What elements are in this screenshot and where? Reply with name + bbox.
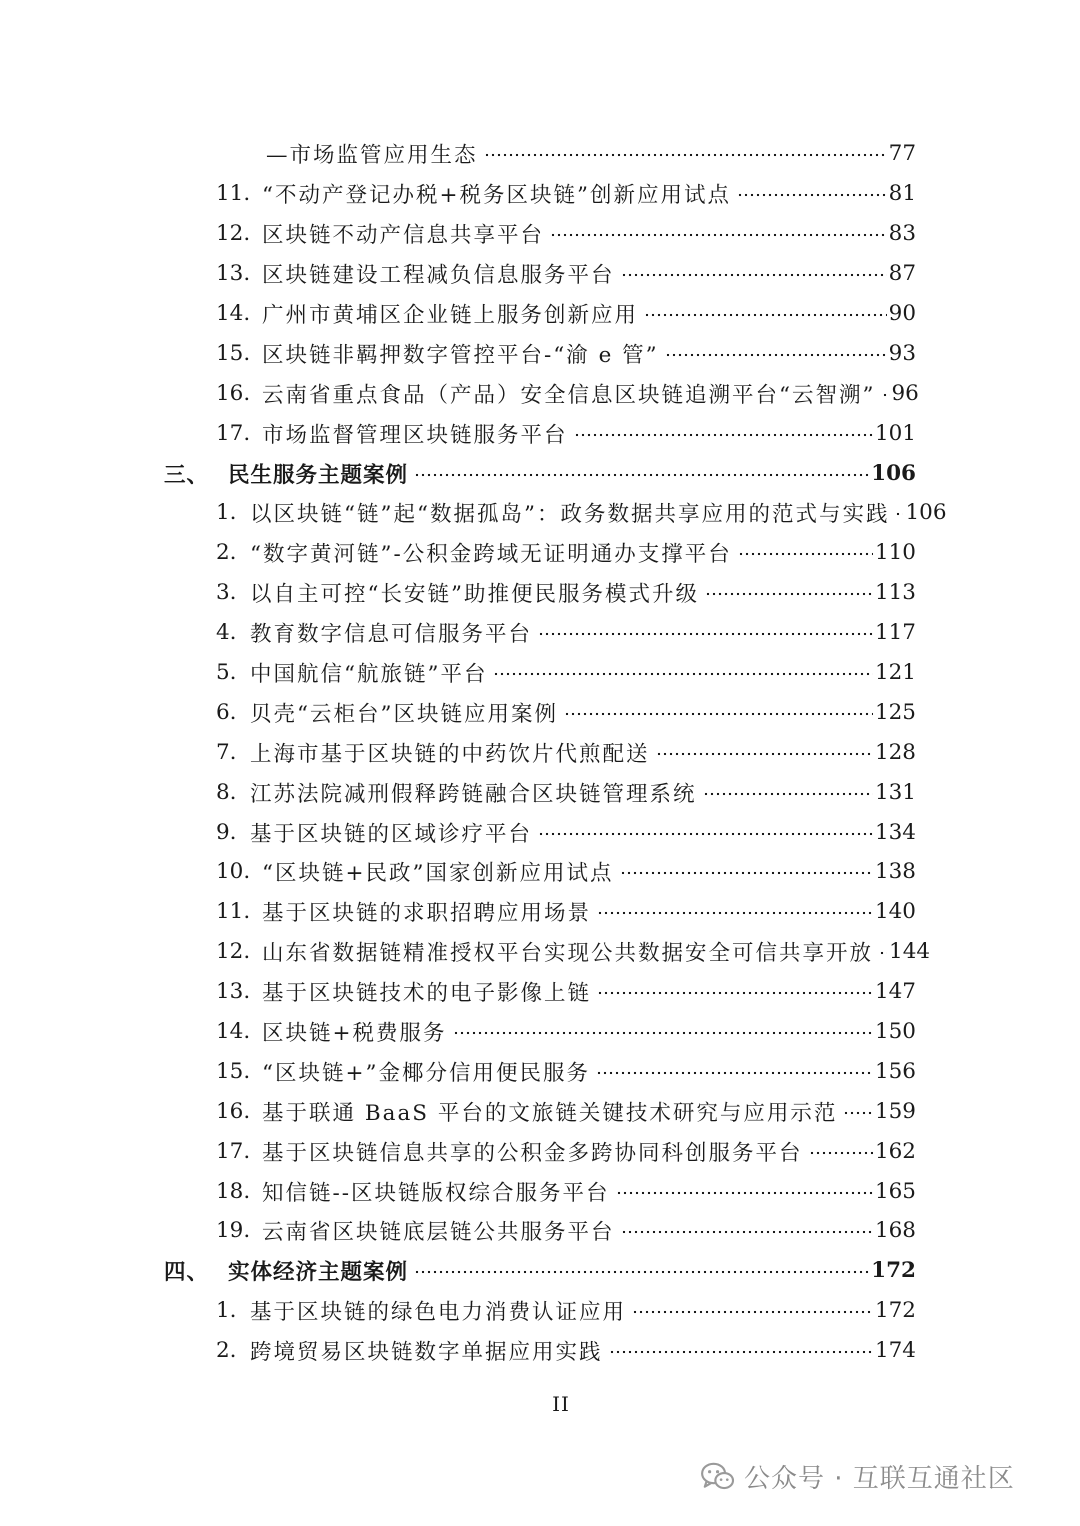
toc-entry-row[interactable] [0, 134, 1080, 174]
toc-entry-page: 150 [874, 1019, 916, 1045]
toc-entry-row[interactable] [0, 932, 1080, 972]
toc-entry-title: 云南省区块链底层链公共服务平台 [262, 1220, 615, 1246]
toc-entry-number: 10. [216, 859, 251, 885]
toc-entry-page: 81 [888, 181, 916, 207]
toc-entry-row[interactable] [0, 1331, 1080, 1371]
toc-entry-row[interactable] [0, 214, 1080, 254]
toc-entry-title: —市场监管应用生态 [266, 143, 478, 169]
toc-entry-number: 8. [216, 779, 237, 805]
toc-entry-title: 实体经济主题案例 [228, 1260, 409, 1286]
toc-entry-title: 区块链建设工程减负信息服务平台 [262, 263, 615, 289]
toc-entry-title: 区块链非羁押数字管控平台-“渝 e 管” [262, 342, 659, 368]
toc-entry-number: 12. [216, 939, 251, 965]
toc-entry-number: 13. [216, 261, 251, 287]
toc-entry-row[interactable] [0, 174, 1080, 214]
toc-entry-number: 四、 [164, 1260, 210, 1286]
toc-entry-page: 113 [874, 580, 916, 606]
toc-entry-row[interactable] [0, 533, 1080, 573]
toc-entry-title: 以区块链“链”起“数据孤岛”：政务数据共享应用的范式与实践 [250, 502, 890, 528]
toc-entry-row[interactable] [0, 333, 1080, 373]
dot-leader [616, 1191, 873, 1195]
dot-leader [609, 1350, 873, 1354]
toc-entry-row[interactable] [0, 772, 1080, 812]
toc-entry-page: 174 [874, 1338, 916, 1364]
dot-leader [550, 233, 887, 237]
dot-leader [656, 752, 873, 756]
toc-entry-number: 16. [216, 1098, 251, 1124]
toc-entry-title: 基于联通 BaaS 平台的文旅链关键技术研究与应用示范 [262, 1100, 838, 1126]
dot-leader [620, 871, 873, 875]
toc-entry-page: 156 [874, 1058, 916, 1084]
toc-entry-page: 106 [871, 460, 916, 486]
table-of-contents [0, 134, 1080, 1371]
toc-entry-title: 基于区块链的绿色电力消费认证应用 [250, 1300, 627, 1326]
toc-entry-page: 162 [874, 1138, 916, 1164]
toc-entry-row[interactable] [0, 493, 1080, 533]
toc-entry-number: 1. [216, 1298, 237, 1324]
dot-leader [493, 672, 872, 676]
toc-entry-number: 9. [216, 819, 237, 845]
toc-entry-row[interactable] [0, 892, 1080, 932]
toc-entry-row[interactable] [0, 294, 1080, 334]
toc-entry-title: “区块链+民政”国家创新应用试点 [262, 861, 614, 887]
toc-entry-row[interactable] [0, 852, 1080, 892]
toc-entry-number: 7. [216, 739, 237, 765]
toc-entry-title: 基于区块链的区域诊疗平台 [250, 821, 533, 847]
dot-leader [737, 193, 887, 197]
toc-entry-row[interactable] [0, 1012, 1080, 1052]
toc-entry-title: 基于区块链的求职招聘应用场景 [262, 901, 592, 927]
toc-entry-number: 1. [216, 500, 237, 526]
toc-entry-title: 区块链+税费服务 [262, 1021, 447, 1047]
toc-entry-title: 基于区块链信息共享的公积金多跨协同科创服务平台 [262, 1140, 803, 1166]
dot-leader [882, 393, 890, 397]
toc-entry-page: 121 [874, 660, 916, 686]
toc-entry-title: “不动产登记办税+税务区块链”创新应用试点 [262, 183, 731, 209]
toc-entry-title: 山东省数据链精准授权平台实现公共数据安全可信共享开放 [262, 941, 874, 967]
toc-entry-number: 15. [216, 1058, 251, 1084]
toc-entry-page: 110 [874, 540, 916, 566]
page-number-footer: II [552, 1392, 570, 1416]
dot-leader [414, 473, 869, 477]
toc-entry-number: 14. [216, 301, 251, 326]
toc-entry-number: 13. [216, 979, 251, 1005]
dot-leader [621, 1230, 873, 1234]
toc-entry-row[interactable] [0, 1131, 1080, 1171]
dot-leader [484, 153, 887, 157]
toc-entry-page: 117 [874, 620, 916, 646]
toc-entry-page: 140 [874, 899, 916, 925]
toc-entry-page: 144 [889, 939, 931, 965]
toc-entry-number: 17. [216, 420, 251, 446]
toc-entry-page: 101 [874, 420, 916, 446]
toc-entry-page: 128 [874, 739, 916, 765]
toc-entry-row[interactable] [0, 1291, 1080, 1331]
toc-entry-page: 147 [874, 979, 916, 1005]
toc-entry-title: 广州市黄埔区企业链上服务创新应用 [262, 303, 639, 328]
dot-leader [665, 353, 887, 357]
toc-entry-number: 11. [216, 181, 251, 207]
toc-entry-row[interactable] [0, 812, 1080, 852]
toc-entry-number: 19. [216, 1218, 251, 1244]
toc-entry-title: 云南省重点食品（产品）安全信息区块链追溯平台“云智溯” [262, 382, 876, 408]
toc-entry-row[interactable] [0, 373, 1080, 413]
toc-entry-number: 16. [216, 380, 251, 406]
toc-entry-number: 14. [216, 1019, 251, 1045]
toc-entry-page: 83 [888, 221, 916, 247]
toc-entry-number: 3. [216, 580, 237, 606]
toc-entry-page: 106 [905, 500, 947, 526]
toc-entry-number: 11. [216, 899, 251, 925]
toc-entry-title: 民生服务主题案例 [228, 462, 409, 488]
toc-entry-page: 172 [874, 1298, 916, 1324]
dot-leader [453, 1031, 873, 1035]
toc-entry-title: 上海市基于区块链的中药饮片代煎配送 [250, 741, 650, 767]
toc-entry-row[interactable] [0, 413, 1080, 453]
toc-entry-page: 77 [888, 141, 916, 167]
toc-entry-number: 三、 [164, 462, 210, 488]
dot-leader [879, 951, 887, 955]
watermark-text: 公众号 · 互联互通社区 [744, 1464, 1015, 1494]
toc-entry-page: 125 [874, 699, 916, 725]
wechat-icon [700, 1462, 736, 1492]
toc-entry-row[interactable] [0, 1091, 1080, 1131]
toc-entry-page: 172 [871, 1258, 916, 1284]
toc-entry-number: 2. [216, 1338, 237, 1364]
dot-leader [564, 712, 873, 716]
toc-entry-number: 6. [216, 699, 237, 725]
dot-leader [843, 1111, 873, 1115]
dot-leader [596, 1071, 873, 1075]
toc-entry-page: 168 [874, 1218, 916, 1244]
toc-entry-row[interactable] [0, 1171, 1080, 1211]
toc-entry-page: 159 [874, 1098, 916, 1124]
watermark [700, 1458, 1015, 1495]
toc-entry-title: 贝壳“云柜台”区块链应用案例 [250, 701, 558, 727]
toc-entry-title: 中国航信“航旅链”平台 [250, 662, 488, 688]
toc-entry-page: 134 [874, 819, 916, 845]
toc-entry-page: 87 [888, 261, 916, 287]
dot-leader [538, 632, 873, 636]
toc-entry-title: “区块链+”金椰分信用便民服务 [262, 1060, 590, 1086]
toc-section-row[interactable] [0, 1251, 1080, 1291]
toc-entry-row[interactable] [0, 732, 1080, 772]
toc-entry-row[interactable] [0, 254, 1080, 294]
toc-entry-row[interactable] [0, 972, 1080, 1012]
toc-entry-row[interactable] [0, 613, 1080, 653]
toc-entry-number: 5. [216, 660, 237, 686]
dot-leader [574, 433, 873, 437]
toc-entry-title: 基于区块链技术的电子影像上链 [262, 981, 592, 1007]
toc-entry-row[interactable] [0, 653, 1080, 693]
dot-leader [738, 552, 873, 556]
toc-entry-number: 15. [216, 340, 251, 366]
toc-entry-row[interactable] [0, 573, 1080, 613]
toc-entry-page: 165 [874, 1178, 916, 1204]
toc-entry-number: 18. [216, 1178, 251, 1204]
dot-leader [414, 1270, 869, 1274]
toc-entry-number: 2. [216, 540, 237, 566]
dot-leader [632, 1310, 873, 1314]
toc-entry-title: 跨境贸易区块链数字单据应用实践 [250, 1340, 603, 1366]
dot-leader [621, 273, 887, 277]
toc-entry-title: “数字黄河链”-公积金跨域无证明通办支撑平台 [250, 542, 732, 568]
toc-entry-title: 区块链不动产信息共享平台 [262, 223, 545, 249]
dot-leader [597, 991, 873, 995]
dot-leader [644, 313, 887, 317]
toc-entry-row[interactable] [0, 692, 1080, 732]
dot-leader [895, 512, 903, 516]
toc-entry-page: 131 [874, 779, 916, 805]
toc-entry-row[interactable] [0, 1051, 1080, 1091]
toc-entry-title: 以自主可控“长安链”助推便民服务模式升级 [250, 582, 699, 608]
toc-entry-title: 江苏法院减刑假释跨链融合区块链管理系统 [250, 781, 697, 807]
toc-entry-number: 12. [216, 221, 251, 247]
dot-leader [703, 792, 873, 796]
toc-entry-page: 93 [888, 340, 916, 366]
toc-section-row[interactable] [0, 453, 1080, 493]
toc-entry-title: 市场监督管理区块链服务平台 [262, 422, 568, 448]
toc-entry-page: 90 [888, 301, 916, 326]
dot-leader [538, 832, 873, 836]
toc-entry-number: 17. [216, 1138, 251, 1164]
toc-entry-title: 教育数字信息可信服务平台 [250, 622, 533, 648]
toc-entry-page: 96 [891, 380, 919, 406]
toc-entry-page: 138 [874, 859, 916, 885]
toc-entry-number: 4. [216, 620, 237, 646]
dot-leader [597, 911, 873, 915]
dot-leader [705, 592, 873, 596]
toc-entry-row[interactable] [0, 1211, 1080, 1251]
dot-leader [809, 1151, 873, 1155]
toc-entry-title: 知信链--区块链版权综合服务平台 [262, 1180, 610, 1206]
